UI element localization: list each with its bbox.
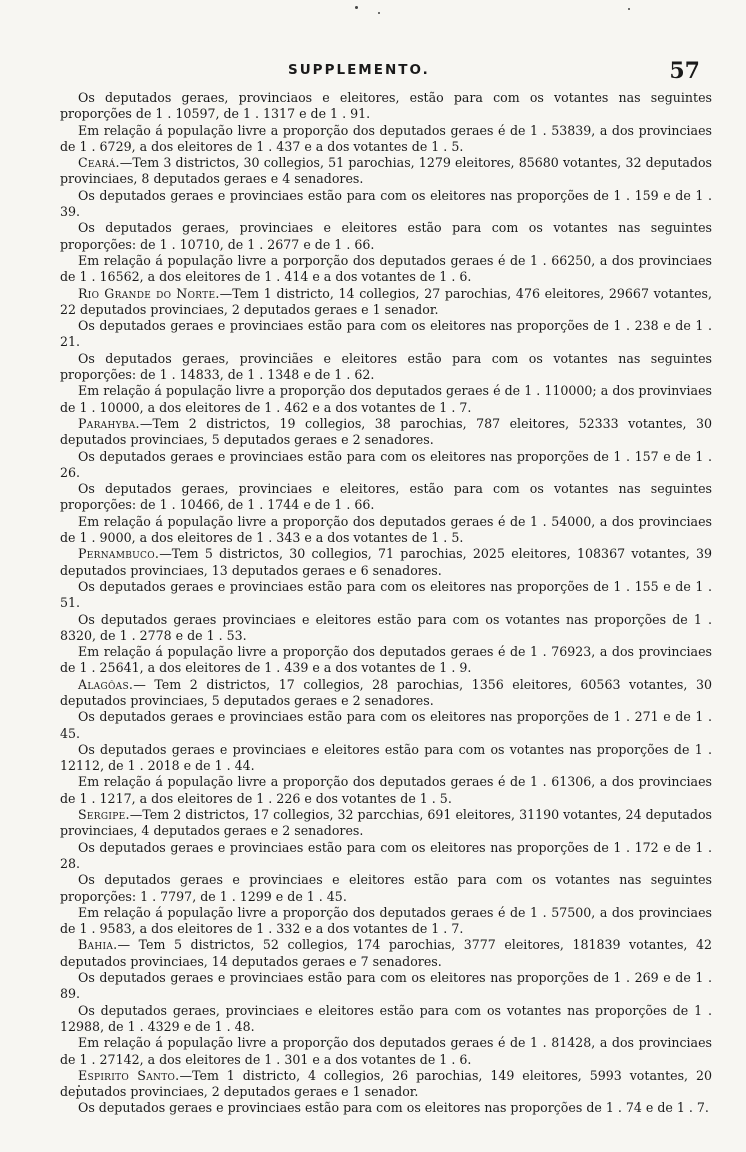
paragraph (60, 742, 712, 775)
paragraph-text: —Tem 3 districtos, 30 collegios, 51 parochias, 1279 eleitores, 85680 votantes, 32 deputados provinciaes, 8 deputados geraes e 4 senadores. (60, 155, 712, 187)
paragraph (60, 970, 712, 1003)
paragraph-text: Em relação á população livre a proporção dos deputados geraes é de 1 . 76923, a dos provinciaes de 1 . 25641, a dos eleitores de 1 . 439 e a dos votantes de 1 . 9. (60, 644, 712, 676)
paragraph-text: Os deputados geraes, provinciaes e eleitores estão para com os votantes nas seguintes proporções: de 1 . 10710, de 1 . 2677 e de 1 . 66. (60, 220, 712, 252)
paragraph (60, 90, 712, 123)
paragraph-text: Os deputados geraes e provinciaes estão para com os eleitores nas proporções de 1 . 155 e de 1 . 51. (60, 578, 712, 611)
paragraph-text: — Tem 2 districtos, 17 collegios, 28 parochias, 1356 eleitores, 60563 votantes, 30 deputados provinciaes, 5 deputados geraes e 2 senadores. (60, 676, 712, 708)
paragraph (60, 253, 712, 286)
paragraph-text: Os deputados geraes e provinciaes estão para com os eleitores nas proporções de 1 . 74 e de 1 . 7. (78, 1100, 709, 1116)
paragraph-text: —Tem 2 districtos, 17 collegios, 32 parcchias, 691 eleitores, 31190 votantes, 24 deputados provinciaes, 4 deputados geraes e 2 senadores. (60, 807, 712, 839)
page-header (0, 58, 746, 88)
print-speck (628, 8, 630, 10)
paragraph-text: Os deputados geraes e provinciaes estão para com os eleitores nas proporções de 1 . 269 e de 1 . 89. (60, 970, 712, 1002)
paragraph (60, 937, 712, 970)
paragraph (60, 188, 712, 221)
paragraph-text: Em relação á população livre a proporção dos deputados geraes é de 1 . 54000, a dos provinciaes de 1 . 9000, a dos eleitores de 1 . 343 e a dos votantes de 1 . 5. (60, 513, 712, 546)
paragraph (60, 449, 712, 482)
paragraph-text: Em relação á população livre a porporção dos deputados geraes é de 1 . 66250, a dos provinciaes de 1 . 16562, a dos eleitores de 1 . 414 e a dos votantes de 1 . 6. (60, 252, 712, 285)
paragraph-text: Os deputados geraes e provinciaes e eleitores estão para com os votantes nas proporções de 1 . 12112, de 1 . 2018 e de 1 . 44. (60, 741, 712, 774)
paragraph (60, 155, 712, 188)
body-text (60, 90, 712, 1117)
paragraph (60, 677, 712, 710)
paragraph-text: — Tem 5 districtos, 52 collegios, 174 parochias, 3777 eleitores, 181839 votantes, 42 deputados provinciaes, 14 deputados geraes e 7 senadores. (60, 937, 712, 969)
paragraph-text: —Tem 1 districto, 4 collegios, 26 parochias, 149 eleitores, 5993 votantes, 20 deputados provinciaes, 2 deputados geraes e 1 senador. (60, 1067, 712, 1100)
paragraph-text: Os deputados geraes e provinciaes estão para com os eleitores nas proporções de 1 . 157 e de 1 . 26. (60, 448, 712, 480)
paragraph (60, 579, 712, 612)
print-speck (355, 6, 358, 9)
paragraph (60, 123, 712, 156)
province-name: Ceará. (78, 155, 120, 171)
paragraph-text: Os deputados geraes e provinciaes estão para com os eleitores nas proporções de 1 . 271 e de 1 . 45. (60, 709, 712, 741)
paragraph (60, 807, 712, 840)
paragraph-text: Os deputados geraes e provinciaes e eleitores estão para com os votantes nas seguintes proporções: 1 . 7797, de 1 . 1299 e de 1 . 45. (60, 872, 712, 904)
paragraph-text: Em relação á população livre a proporção dos deputados geraes é de 1 . 81428, a dos provinciaes de 1 . 27142, a dos eleitores de 1 . 301 e a dos votantes de 1 . 6. (60, 1035, 712, 1067)
paragraph-text: Os deputados geraes, provinciaos e eleitores, estão para com os votantes nas seguintes proporções de 1 . 10597, de 1 . 1317 e de 1 . 91. (60, 90, 712, 122)
paragraph (60, 1003, 712, 1036)
paragraph (60, 514, 712, 547)
province-name: Bahia. (78, 937, 118, 953)
paragraph-text: Os deputados geraes, provinciães e eleitores estão para com os votantes nas seguintes proporções: de 1 . 14833, de 1 . 1348 e de 1 . 62. (60, 350, 712, 383)
paragraph (60, 840, 712, 873)
paragraph (60, 286, 712, 319)
paragraph (60, 1068, 712, 1101)
paragraph (60, 1100, 712, 1116)
paragraph-text: —Tem 1 districto, 14 collegios, 27 parochias, 476 eleitores, 29667 votantes, 22 deputados provinciaes, 2 deputados geraes e 1 senador. (60, 285, 712, 317)
province-name: Espirito Santo. (78, 1067, 180, 1083)
paragraph-text: Os deputados geraes provinciaes e eleitores estão para com os votantes nas proporções de 1 . 8320, de 1 . 2778 e de 1 . 53. (60, 611, 712, 643)
paragraph-text: Os deputados geraes e provinciaes estão para com os eleitores nas proporções de 1 . 172 e de 1 . 28. (60, 839, 712, 871)
paragraph-text: Em relação á população livre a proporção dos deputados geraes é de 1 . 57500, a dos provinciaes de 1 . 9583, a dos eleitores de 1 . 332 e a dos votantes de 1 . 7. (60, 904, 712, 937)
paragraph (60, 709, 712, 742)
province-name: Alagôas. (78, 676, 134, 692)
paragraph (60, 644, 712, 677)
paragraph-text: —Tem 2 districtos, 19 collegios, 38 parochias, 787 eleitores, 52333 votantes, 30 deputados provinciaes, 5 deputados geraes e 2 senadores. (60, 415, 712, 448)
province-name: Parahyba. (78, 415, 140, 431)
paragraph (60, 318, 712, 351)
paragraph (60, 612, 712, 645)
paragraph (60, 546, 712, 579)
paragraph (60, 774, 712, 807)
paragraph (60, 872, 712, 905)
paragraph (60, 1035, 712, 1068)
paragraph-text: Em relação á população livre a proporção dos deputados geraes é de 1 . 53839, a dos provinciaes de 1 . 6729, a dos eleitores de 1 . 437 e a dos votantes de 1 . 5. (60, 122, 712, 154)
page-number: 57 (669, 58, 700, 84)
province-name: Sergipe. (78, 807, 130, 823)
paragraph-text: —Tem 5 districtos, 30 collegios, 71 parochias, 2025 eleitores, 108367 votantes, 39 deputados provinciaes, 13 deputados geraes e 6 senadores. (60, 546, 712, 578)
paragraph (60, 905, 712, 938)
paragraph-text: Os deputados geraes e provinciaes estão para com os eleitores nas proporções de 1 . 238 e de 1 . 21. (60, 318, 712, 350)
paragraph-text: Em relação á população livre a proporção dos deputados geraes é de 1 . 61306, a dos provinciaes de 1 . 1217, a dos eleitores de 1 . 226 e dos votantes de 1 . 5. (60, 774, 712, 806)
paragraph-text: Os deputados geraes, provinciaes e eleitores, estão para com os votantes nas seguintes proporções: de 1 . 10466, de 1 . 1744 e de 1 . 66. (60, 481, 712, 513)
paragraph (60, 351, 712, 384)
paragraph-text: Os deputados geraes, provinciaes e eleitores estão para com os votantes nas proporções de 1 . 12988, de 1 . 4329 e de 1 . 48. (60, 1002, 712, 1034)
paragraph (60, 481, 712, 514)
province-name: Rio Grande do Norte. (78, 285, 220, 301)
paragraph (60, 383, 712, 416)
running-head: SUPPLEMENTO. (288, 62, 430, 78)
paragraph (60, 220, 712, 253)
paragraph (60, 416, 712, 449)
print-speck (378, 12, 380, 14)
paragraph-text: Os deputados geraes e provinciaes estão para com os eleitores nas proporções de 1 . 159 e de 1 . 39. (60, 187, 712, 220)
province-name: Pernambuco. (78, 546, 160, 562)
paragraph-text: Em relação á população livre a proporção dos deputados geraes é de 1 . 110000; a dos provinviaes de 1 . 10000, a dos eleitores de 1 . 462 e a dos votantes de 1 . 7. (60, 383, 712, 415)
